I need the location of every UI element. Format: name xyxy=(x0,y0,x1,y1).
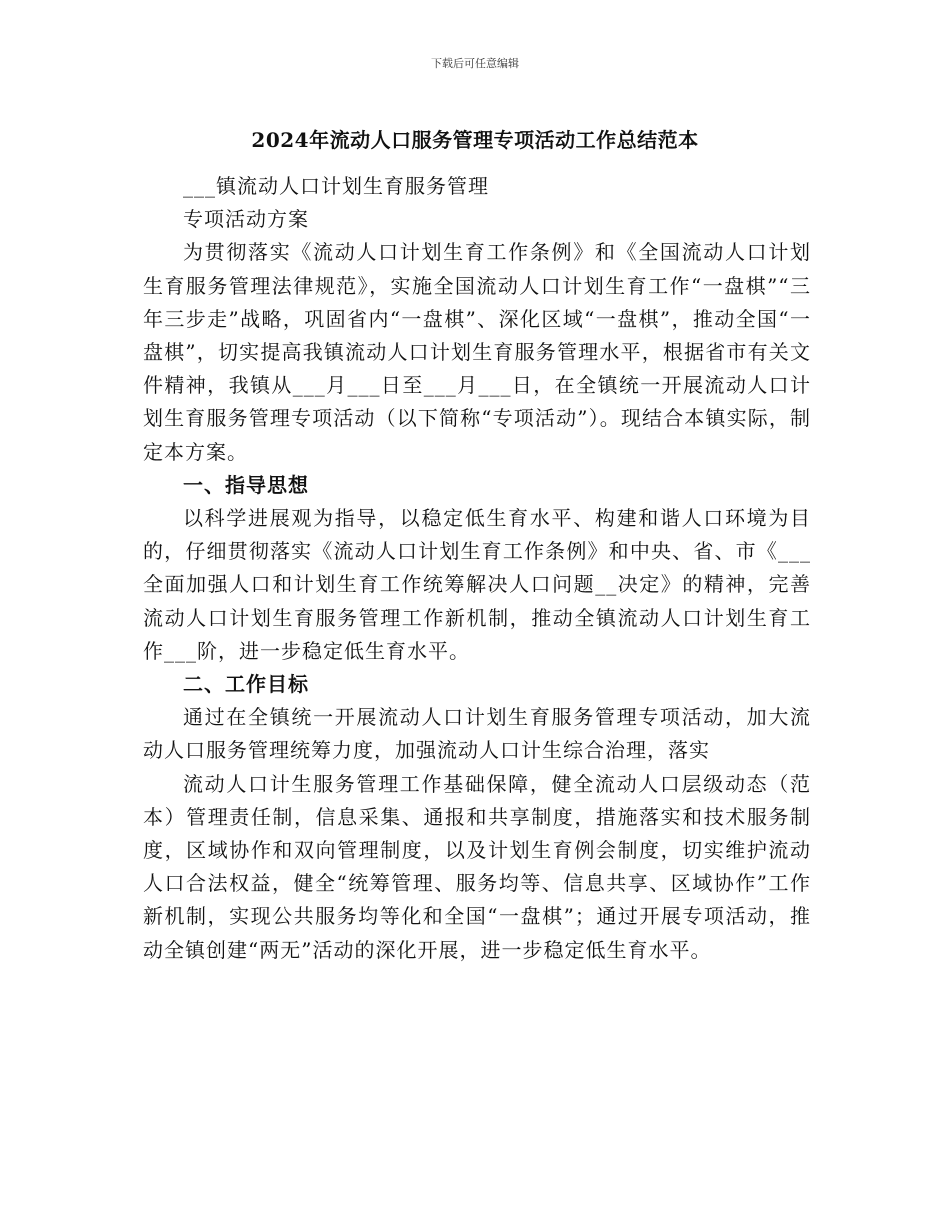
work-goals-continued-paragraph: 流动人口计生服务管理工作基础保障，健全流动人口层级动态（范本）管理责任制，信息采集、通报和共享制度，措施落实和技术服务制度，区域协作和双向管理制度，以及计划生育例会制度，切实维护流动人口合法权益，健全“统筹管理、服务均等、信息共享、区域协作”工作新机制，实现公共服务均等化和全国“一盘棋”；通过开展专项活动，推动全镇创建“两无”活动的深化开展，进一步稳定低生育水平。 xyxy=(143,771,811,962)
document-title: 2024年流动人口服务管理专项活动工作总结范本 xyxy=(251,128,699,152)
section-heading-guiding-ideology: 一、指导思想 xyxy=(183,472,309,497)
intro-paragraph: 为贯彻落实《流动人口计划生育工作条例》和《全国流动人口计划生育服务管理法律规范》，实施全国流动人口计划生育工作“一盘棋”“三年三步走”战略，巩固省内“一盘棋”、深化区域“一盘棋”，推动全国“一盘棋”，切实提高我镇流动人口计划生育服务管理水平，根据省市有关文件精神，我镇从___月___日至___月___日，在全镇统一开展流动人口计划生育服务管理专项活动（以下简称“专项活动”）。现结合本镇实际，制定本方案。 xyxy=(143,240,811,464)
guiding-ideology-paragraph: 以科学进展观为指导，以稳定低生育水平、构建和谐人口环境为目的，仔细贯彻落实《流动人口计划生育工作条例》和中央、省、市《___全面加强人口和计划生育工作统筹解决人口问题__决定》的精神，完善流动人口计划生育服务管理工作新机制，推动全镇流动人口计划生育工作___阶，进一步稳定低生育水平。 xyxy=(143,506,811,663)
document-body xyxy=(143,170,811,967)
org-line: ___镇流动人口计划生育服务管理 xyxy=(183,174,489,198)
plan-subtitle: 专项活动方案 xyxy=(183,207,309,232)
work-goals-paragraph: 通过在全镇统一开展流动人口计划生育服务管理专项活动，加大流动人口服务管理统筹力度，加强流动人口计生综合治理，落实 xyxy=(143,705,811,763)
section-heading-work-goals: 二、工作目标 xyxy=(183,672,309,697)
page-header-note: 下载后可任意编辑 xyxy=(431,57,519,70)
